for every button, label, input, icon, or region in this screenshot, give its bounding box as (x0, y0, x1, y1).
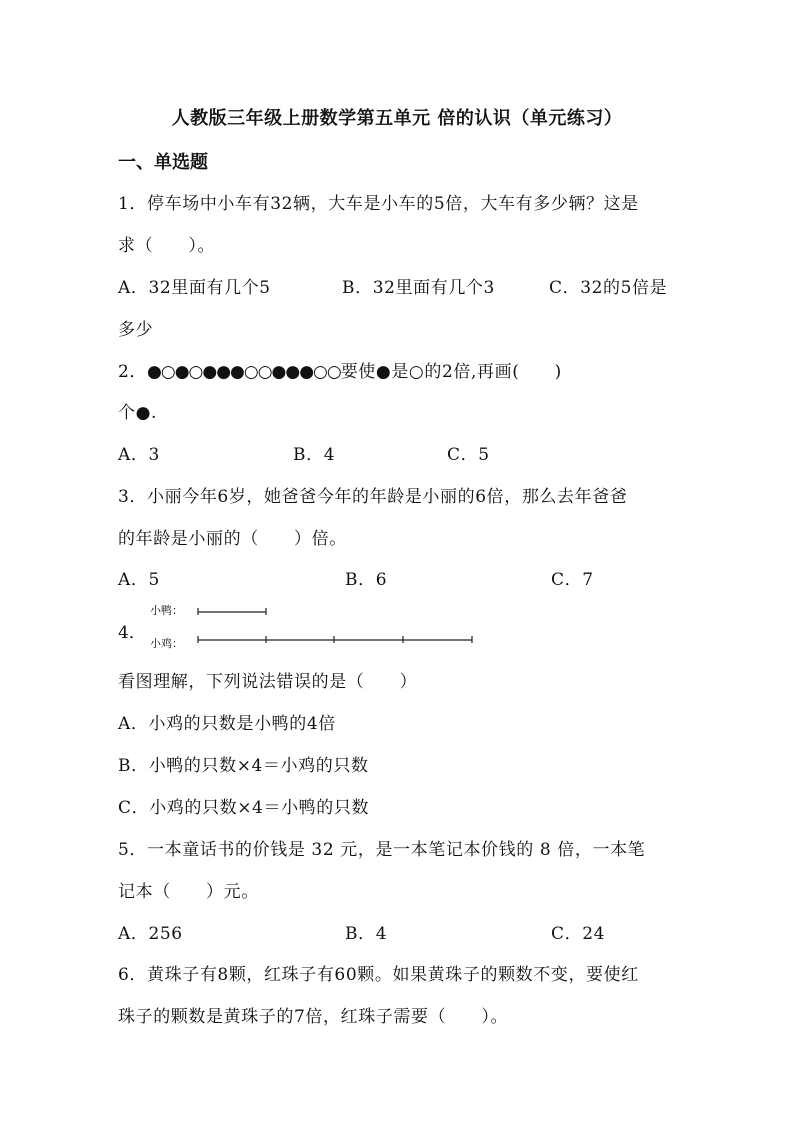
q2-option-b: B．4 (293, 445, 336, 465)
q4-option-a: A．小鸡的只数是小鸭的4倍 (118, 714, 336, 734)
q3-option-b: B．6 (345, 570, 388, 590)
q2-dot-row (147, 362, 341, 382)
q4-option-b: B．小鸭的只数×4＝小鸡的只数 (118, 756, 369, 776)
q5-option-c: C．24 (551, 924, 606, 944)
q1-stem-line2: 求（ ）。 (118, 236, 216, 256)
q2-option-c: C．5 (447, 445, 490, 465)
q3-option-c: C．7 (551, 570, 594, 590)
section-heading: 一、单选题 (118, 152, 208, 173)
q4-segment-bars (118, 602, 518, 652)
q2-text: 要使●是○的2倍,再画( ) (340, 362, 562, 382)
q4-duck-label: 小鸭： (150, 604, 183, 617)
page-title: 人教版三年级上册数学第五单元 倍的认识（单元练习） (171, 108, 623, 129)
q4-stem: 看图理解，下列说法错误的是（ ） (118, 672, 418, 692)
q5-option-b: B．4 (345, 924, 388, 944)
q2-stem-line1 (118, 357, 562, 382)
q4-option-c: C．小鸡的只数×4＝小鸭的只数 (118, 798, 370, 818)
q4-number: 4． (118, 623, 146, 643)
q5-option-a: A．256 (118, 924, 183, 944)
q2-number: 2． (118, 362, 148, 382)
q6-stem-line2: 珠子的颗数是黄珠子的7倍，红珠子需要（ ）。 (118, 1007, 509, 1027)
q1-option-c-cont: 多少 (118, 320, 154, 340)
q1-stem-line1: 1．停车场中小车有32辆，大车是小车的5倍，大车有多少辆？这是 (118, 194, 639, 214)
q3-stem-line1: 3．小丽今年6岁，她爸爸今年的年龄是小丽的6倍，那么去年爸爸 (118, 487, 628, 507)
q4-line-diagram (118, 602, 518, 652)
q5-stem-line2: 记本（ ）元。 (118, 882, 259, 902)
q1-option-a: A．32里面有几个5 (118, 278, 271, 298)
q2-option-a: A．3 (118, 445, 160, 465)
q3-stem-line2: 的年龄是小丽的（ ）倍。 (118, 529, 347, 549)
q3-option-a: A．5 (118, 570, 160, 590)
q4-chick-label: 小鸡： (150, 637, 183, 650)
q2-dots: ●○●○●●●○○●●●○○ (147, 362, 341, 382)
q1-option-c: C．32的5倍是 (549, 278, 668, 298)
q5-stem-line1: 5．一本童话书的价钱是 32 元，是一本笔记本价钱的 8 倍，一本笔 (118, 840, 646, 860)
q6-stem-line1: 6．黄珠子有8颗，红珠子有60颗。如果黄珠子的颗数不变，要使红 (118, 965, 639, 985)
q2-stem-line2: 个●. (118, 403, 158, 423)
q1-option-b: B．32里面有几个3 (342, 278, 495, 298)
